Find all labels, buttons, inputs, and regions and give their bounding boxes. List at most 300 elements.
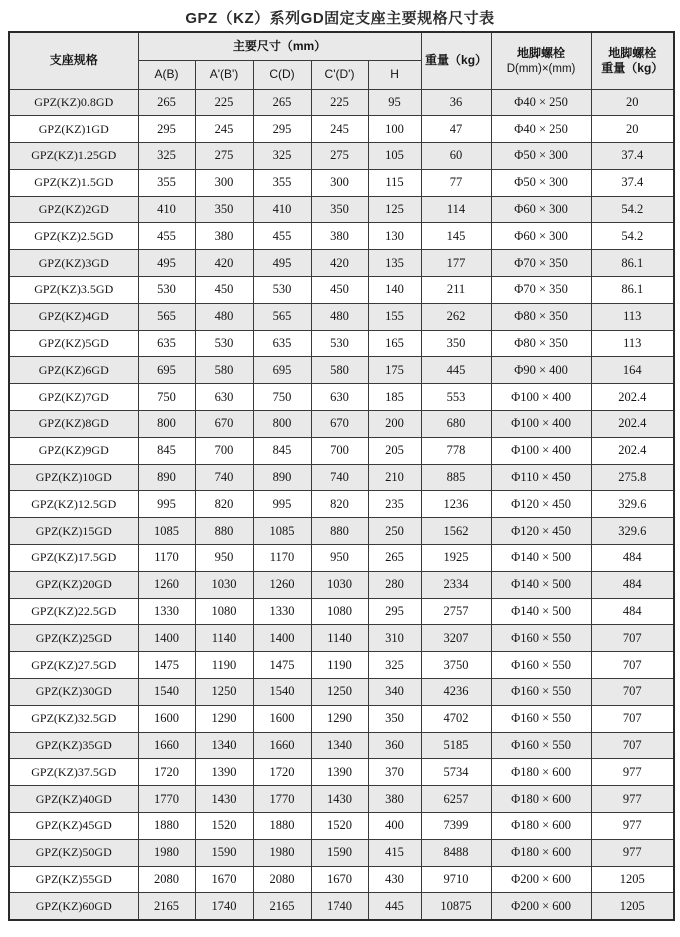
dim-a-cell: 1770 — [138, 786, 195, 813]
dim-c-prime-cell: 480 — [311, 303, 368, 330]
dim-c-cell: 1085 — [253, 518, 311, 545]
weight-cell: 262 — [421, 303, 491, 330]
spec-table — [8, 31, 675, 921]
table-row — [9, 893, 674, 920]
spec-cell: GPZ(KZ)45GD — [9, 813, 138, 840]
dim-c-cell: 1720 — [253, 759, 311, 786]
dim-c-cell: 1475 — [253, 652, 311, 679]
spec-cell: GPZ(KZ)20GD — [9, 571, 138, 598]
dim-a-cell: 750 — [138, 384, 195, 411]
dim-a-prime-cell: 245 — [195, 116, 253, 143]
spec-cell: GPZ(KZ)32.5GD — [9, 705, 138, 732]
dim-a-cell: 2080 — [138, 866, 195, 893]
dim-c-prime-cell: 350 — [311, 196, 368, 223]
dim-h-cell: 400 — [368, 813, 421, 840]
dim-a-cell: 565 — [138, 303, 195, 330]
dim-c-cell: 295 — [253, 116, 311, 143]
weight-cell: 350 — [421, 330, 491, 357]
spec-cell: GPZ(KZ)1.25GD — [9, 143, 138, 170]
table-body — [9, 89, 674, 920]
spec-cell: GPZ(KZ)22.5GD — [9, 598, 138, 625]
spec-cell: GPZ(KZ)17.5GD — [9, 545, 138, 572]
dim-h-cell: 325 — [368, 652, 421, 679]
table-row — [9, 384, 674, 411]
table-row — [9, 169, 674, 196]
dim-a-cell: 1660 — [138, 732, 195, 759]
dim-h-cell: 100 — [368, 116, 421, 143]
spec-cell: GPZ(KZ)12.5GD — [9, 491, 138, 518]
bolt-spec-cell: Φ140 × 500 — [491, 571, 591, 598]
dim-a-prime-cell: 630 — [195, 384, 253, 411]
dim-c-prime-cell: 1290 — [311, 705, 368, 732]
dim-a-cell: 890 — [138, 464, 195, 491]
bolt-weight-cell: 54.2 — [591, 223, 674, 250]
dim-c-prime-cell: 1140 — [311, 625, 368, 652]
bolt-weight-cell: 484 — [591, 545, 674, 572]
dim-h-cell: 415 — [368, 839, 421, 866]
bolt-weight-cell: 707 — [591, 679, 674, 706]
dim-h-cell: 310 — [368, 625, 421, 652]
dim-a-cell: 635 — [138, 330, 195, 357]
bolt-weight-cell: 86.1 — [591, 277, 674, 304]
dim-a-prime-cell: 225 — [195, 89, 253, 116]
dim-c-prime-cell: 580 — [311, 357, 368, 384]
dim-a-prime-cell: 350 — [195, 196, 253, 223]
bolt-header-title: 地脚螺栓 — [517, 45, 566, 60]
weight-cell: 47 — [421, 116, 491, 143]
dim-a-cell: 2165 — [138, 893, 195, 920]
dim-a-cell: 1600 — [138, 705, 195, 732]
dim-c-prime-cell: 1520 — [311, 813, 368, 840]
dim-h-cell: 265 — [368, 545, 421, 572]
weight-cell: 114 — [421, 196, 491, 223]
dim-a-cell: 530 — [138, 277, 195, 304]
table-row — [9, 303, 674, 330]
dim-a-prime-cell: 300 — [195, 169, 253, 196]
dim-c-prime-cell: 275 — [311, 143, 368, 170]
dim-h-cell: 155 — [368, 303, 421, 330]
bolt-spec-cell: Φ50 × 300 — [491, 169, 591, 196]
bolt-spec-cell: Φ60 × 300 — [491, 223, 591, 250]
dim-a-prime-cell: 1250 — [195, 679, 253, 706]
table-row — [9, 143, 674, 170]
dim-c-prime-cell: 225 — [311, 89, 368, 116]
dim-c-cell: 1880 — [253, 813, 311, 840]
dim-c-cell: 890 — [253, 464, 311, 491]
dim-h-cell: 135 — [368, 250, 421, 277]
dim-a-prime-cell: 1340 — [195, 732, 253, 759]
table-row — [9, 839, 674, 866]
weight-cell: 3207 — [421, 625, 491, 652]
bolt-spec-cell: Φ160 × 550 — [491, 679, 591, 706]
dim-a-cell: 265 — [138, 89, 195, 116]
bolt-weight-cell: 977 — [591, 786, 674, 813]
dim-c-cell: 1600 — [253, 705, 311, 732]
bolt-spec-cell: Φ50 × 300 — [491, 143, 591, 170]
spec-cell: GPZ(KZ)55GD — [9, 866, 138, 893]
table-row — [9, 223, 674, 250]
weight-cell: 3750 — [421, 652, 491, 679]
dim-c-cell: 1170 — [253, 545, 311, 572]
bolt-spec-cell: Φ40 × 250 — [491, 116, 591, 143]
table-row — [9, 491, 674, 518]
dim-a-cell: 495 — [138, 250, 195, 277]
spec-cell: GPZ(KZ)4GD — [9, 303, 138, 330]
bolt-weight-cell: 707 — [591, 625, 674, 652]
bolt-spec-cell: Φ40 × 250 — [491, 89, 591, 116]
dim-h-cell: 105 — [368, 143, 421, 170]
dim-c-cell: 1540 — [253, 679, 311, 706]
dim-a-cell: 1475 — [138, 652, 195, 679]
dim-a-prime-cell: 1670 — [195, 866, 253, 893]
table-row — [9, 277, 674, 304]
bolt-header-dims: D(mm)×(mm) — [506, 62, 576, 75]
dim-c-prime-cell: 420 — [311, 250, 368, 277]
dim-a-cell: 1540 — [138, 679, 195, 706]
bolt-spec-cell: Φ180 × 600 — [491, 813, 591, 840]
spec-cell: GPZ(KZ)10GD — [9, 464, 138, 491]
bolt-spec-cell: Φ200 × 600 — [491, 893, 591, 920]
dim-a-prime-cell: 1080 — [195, 598, 253, 625]
bolt-weight-cell: 202.4 — [591, 411, 674, 438]
dim-a-prime-cell: 420 — [195, 250, 253, 277]
dim-h-cell: 445 — [368, 893, 421, 920]
weight-cell: 778 — [421, 437, 491, 464]
dim-a-prime-cell: 480 — [195, 303, 253, 330]
dim-c-prime-cell: 1190 — [311, 652, 368, 679]
dim-c-prime-cell: 1430 — [311, 786, 368, 813]
bolt-weight-cell: 202.4 — [591, 437, 674, 464]
dim-c-prime-cell: 1250 — [311, 679, 368, 706]
dim-a-prime-cell: 1590 — [195, 839, 253, 866]
table-row — [9, 705, 674, 732]
dim-h-cell: 350 — [368, 705, 421, 732]
dim-c-prime-cell: 1590 — [311, 839, 368, 866]
spec-cell: GPZ(KZ)37.5GD — [9, 759, 138, 786]
table-row — [9, 357, 674, 384]
weight-cell: 445 — [421, 357, 491, 384]
dim-a-prime-cell: 880 — [195, 518, 253, 545]
bolt-spec-cell: Φ180 × 600 — [491, 759, 591, 786]
spec-cell: GPZ(KZ)60GD — [9, 893, 138, 920]
bolt-weight-header-title: 地脚螺栓 — [608, 45, 657, 60]
table-row — [9, 196, 674, 223]
dim-c-cell: 635 — [253, 330, 311, 357]
dim-a-prime-cell: 1030 — [195, 571, 253, 598]
col-header-spec: 支座规格 — [9, 32, 138, 89]
dim-c-cell: 455 — [253, 223, 311, 250]
bolt-weight-cell: 1205 — [591, 866, 674, 893]
bolt-weight-cell: 977 — [591, 759, 674, 786]
col-header-dim-c-prime: C'(D') — [311, 60, 368, 89]
dim-c-cell: 410 — [253, 196, 311, 223]
dim-a-cell: 1330 — [138, 598, 195, 625]
dim-a-cell: 355 — [138, 169, 195, 196]
bolt-weight-cell: 484 — [591, 598, 674, 625]
dim-c-cell: 845 — [253, 437, 311, 464]
weight-cell: 177 — [421, 250, 491, 277]
dim-c-prime-cell: 245 — [311, 116, 368, 143]
weight-cell: 60 — [421, 143, 491, 170]
weight-cell: 145 — [421, 223, 491, 250]
bolt-spec-cell: Φ160 × 550 — [491, 705, 591, 732]
bolt-weight-cell: 20 — [591, 89, 674, 116]
dim-a-cell: 1880 — [138, 813, 195, 840]
bolt-weight-cell: 37.4 — [591, 143, 674, 170]
dim-a-prime-cell: 670 — [195, 411, 253, 438]
dim-a-cell: 800 — [138, 411, 195, 438]
bolt-weight-cell: 707 — [591, 732, 674, 759]
dim-c-cell: 750 — [253, 384, 311, 411]
dim-h-cell: 115 — [368, 169, 421, 196]
col-header-dim-a-prime: A'(B') — [195, 60, 253, 89]
dim-c-cell: 1260 — [253, 571, 311, 598]
table-row — [9, 571, 674, 598]
bolt-weight-cell: 707 — [591, 705, 674, 732]
bolt-weight-cell: 113 — [591, 303, 674, 330]
table-row — [9, 518, 674, 545]
bolt-spec-cell: Φ200 × 600 — [491, 866, 591, 893]
dim-a-cell: 1980 — [138, 839, 195, 866]
dim-a-cell: 695 — [138, 357, 195, 384]
weight-cell: 1925 — [421, 545, 491, 572]
bolt-weight-cell: 37.4 — [591, 169, 674, 196]
dim-c-prime-cell: 1340 — [311, 732, 368, 759]
col-header-dim-a: A(B) — [138, 60, 195, 89]
dim-h-cell: 430 — [368, 866, 421, 893]
dim-c-cell: 1980 — [253, 839, 311, 866]
dim-h-cell: 370 — [368, 759, 421, 786]
dim-h-cell: 205 — [368, 437, 421, 464]
weight-cell: 1236 — [421, 491, 491, 518]
dim-c-prime-cell: 1080 — [311, 598, 368, 625]
spec-cell: GPZ(KZ)3GD — [9, 250, 138, 277]
dim-c-prime-cell: 1390 — [311, 759, 368, 786]
spec-cell: GPZ(KZ)35GD — [9, 732, 138, 759]
dim-h-cell: 200 — [368, 411, 421, 438]
dim-h-cell: 295 — [368, 598, 421, 625]
dim-h-cell: 280 — [368, 571, 421, 598]
bolt-spec-cell: Φ110 × 450 — [491, 464, 591, 491]
dim-a-cell: 455 — [138, 223, 195, 250]
weight-cell: 4702 — [421, 705, 491, 732]
bolt-spec-cell: Φ100 × 400 — [491, 411, 591, 438]
dim-a-cell: 995 — [138, 491, 195, 518]
col-header-bolt-weight — [591, 32, 674, 89]
bolt-spec-cell: Φ70 × 350 — [491, 250, 591, 277]
dim-c-prime-cell: 740 — [311, 464, 368, 491]
dim-h-cell: 250 — [368, 518, 421, 545]
bolt-weight-cell: 113 — [591, 330, 674, 357]
dim-a-prime-cell: 380 — [195, 223, 253, 250]
dim-c-prime-cell: 300 — [311, 169, 368, 196]
dim-h-cell: 235 — [368, 491, 421, 518]
dim-c-prime-cell: 1030 — [311, 571, 368, 598]
bolt-weight-cell: 164 — [591, 357, 674, 384]
col-header-dim-c: C(D) — [253, 60, 311, 89]
dim-a-cell: 1170 — [138, 545, 195, 572]
dim-c-cell: 2080 — [253, 866, 311, 893]
dim-a-prime-cell: 1430 — [195, 786, 253, 813]
spec-cell: GPZ(KZ)40GD — [9, 786, 138, 813]
dim-a-cell: 1720 — [138, 759, 195, 786]
dim-c-cell: 995 — [253, 491, 311, 518]
weight-cell: 9710 — [421, 866, 491, 893]
dim-c-prime-cell: 530 — [311, 330, 368, 357]
bolt-weight-cell: 54.2 — [591, 196, 674, 223]
dim-c-cell: 2165 — [253, 893, 311, 920]
dim-c-cell: 565 — [253, 303, 311, 330]
dim-c-cell: 355 — [253, 169, 311, 196]
dim-c-prime-cell: 1740 — [311, 893, 368, 920]
dim-a-cell: 325 — [138, 143, 195, 170]
weight-cell: 6257 — [421, 786, 491, 813]
dim-c-cell: 1330 — [253, 598, 311, 625]
dim-h-cell: 185 — [368, 384, 421, 411]
dim-a-prime-cell: 1740 — [195, 893, 253, 920]
bolt-spec-cell: Φ140 × 500 — [491, 545, 591, 572]
dim-c-cell: 695 — [253, 357, 311, 384]
spec-cell: GPZ(KZ)9GD — [9, 437, 138, 464]
weight-cell: 553 — [421, 384, 491, 411]
weight-cell: 7399 — [421, 813, 491, 840]
weight-cell: 36 — [421, 89, 491, 116]
dim-a-prime-cell: 530 — [195, 330, 253, 357]
dim-a-prime-cell: 1190 — [195, 652, 253, 679]
dim-c-prime-cell: 950 — [311, 545, 368, 572]
dim-h-cell: 380 — [368, 786, 421, 813]
bolt-spec-cell: Φ100 × 400 — [491, 384, 591, 411]
bolt-spec-cell: Φ120 × 450 — [491, 491, 591, 518]
bolt-weight-cell: 977 — [591, 839, 674, 866]
dim-h-cell: 95 — [368, 89, 421, 116]
dim-c-cell: 1400 — [253, 625, 311, 652]
dim-h-cell: 210 — [368, 464, 421, 491]
dim-c-cell: 265 — [253, 89, 311, 116]
bolt-weight-cell: 329.6 — [591, 518, 674, 545]
table-row — [9, 598, 674, 625]
table-row — [9, 250, 674, 277]
spec-cell: GPZ(KZ)3.5GD — [9, 277, 138, 304]
table-header — [9, 32, 674, 89]
dim-a-prime-cell: 1520 — [195, 813, 253, 840]
dim-c-prime-cell: 670 — [311, 411, 368, 438]
table-row — [9, 89, 674, 116]
spec-cell: GPZ(KZ)0.8GD — [9, 89, 138, 116]
table-row — [9, 679, 674, 706]
dim-c-prime-cell: 380 — [311, 223, 368, 250]
dim-h-cell: 140 — [368, 277, 421, 304]
spec-cell: GPZ(KZ)27.5GD — [9, 652, 138, 679]
bolt-spec-cell: Φ60 × 300 — [491, 196, 591, 223]
col-header-main-dims: 主要尺寸（mm） — [138, 32, 421, 60]
header-row-top — [9, 32, 674, 60]
dim-a-prime-cell: 740 — [195, 464, 253, 491]
table-row — [9, 437, 674, 464]
dim-c-cell: 325 — [253, 143, 311, 170]
dim-c-prime-cell: 630 — [311, 384, 368, 411]
bolt-spec-cell: Φ140 × 500 — [491, 598, 591, 625]
dim-a-prime-cell: 450 — [195, 277, 253, 304]
table-row — [9, 545, 674, 572]
spec-cell: GPZ(KZ)6GD — [9, 357, 138, 384]
bolt-weight-header-unit: 重量（kg） — [601, 60, 664, 75]
table-row — [9, 732, 674, 759]
page-title: GPZ（KZ）系列GD固定支座主要规格尺寸表 — [185, 10, 495, 27]
spec-cell: GPZ(KZ)8GD — [9, 411, 138, 438]
dim-a-cell: 1260 — [138, 571, 195, 598]
dim-c-prime-cell: 450 — [311, 277, 368, 304]
bolt-weight-cell: 86.1 — [591, 250, 674, 277]
bolt-weight-cell: 275.8 — [591, 464, 674, 491]
bolt-weight-cell: 329.6 — [591, 491, 674, 518]
dim-a-cell: 1400 — [138, 625, 195, 652]
bolt-weight-cell: 20 — [591, 116, 674, 143]
weight-cell: 5185 — [421, 732, 491, 759]
spec-cell: GPZ(KZ)50GD — [9, 839, 138, 866]
col-header-dim-h: H — [368, 60, 421, 89]
bolt-spec-cell: Φ90 × 400 — [491, 357, 591, 384]
table-row — [9, 411, 674, 438]
table-row — [9, 330, 674, 357]
dim-c-prime-cell: 1670 — [311, 866, 368, 893]
col-header-weight: 重量（kg） — [421, 32, 491, 89]
weight-cell: 10875 — [421, 893, 491, 920]
bolt-weight-cell: 202.4 — [591, 384, 674, 411]
dim-c-cell: 530 — [253, 277, 311, 304]
dim-a-cell: 845 — [138, 437, 195, 464]
bolt-weight-cell: 707 — [591, 652, 674, 679]
bolt-spec-cell: Φ80 × 350 — [491, 330, 591, 357]
spec-cell: GPZ(KZ)2.5GD — [9, 223, 138, 250]
weight-cell: 4236 — [421, 679, 491, 706]
weight-cell: 1562 — [421, 518, 491, 545]
spec-cell: GPZ(KZ)30GD — [9, 679, 138, 706]
dim-a-prime-cell: 820 — [195, 491, 253, 518]
dim-c-cell: 495 — [253, 250, 311, 277]
bolt-spec-cell: Φ120 × 450 — [491, 518, 591, 545]
dim-c-cell: 1770 — [253, 786, 311, 813]
dim-a-prime-cell: 1290 — [195, 705, 253, 732]
table-row — [9, 625, 674, 652]
bolt-weight-cell: 977 — [591, 813, 674, 840]
weight-cell: 8488 — [421, 839, 491, 866]
dim-h-cell: 360 — [368, 732, 421, 759]
weight-cell: 211 — [421, 277, 491, 304]
bolt-spec-cell: Φ160 × 550 — [491, 625, 591, 652]
spec-cell: GPZ(KZ)15GD — [9, 518, 138, 545]
weight-cell: 885 — [421, 464, 491, 491]
bolt-weight-cell: 484 — [591, 571, 674, 598]
bolt-spec-cell: Φ80 × 350 — [491, 303, 591, 330]
dim-h-cell: 175 — [368, 357, 421, 384]
bolt-spec-cell: Φ180 × 600 — [491, 786, 591, 813]
table-row — [9, 652, 674, 679]
weight-cell: 77 — [421, 169, 491, 196]
weight-cell: 2757 — [421, 598, 491, 625]
table-row — [9, 866, 674, 893]
spec-cell: GPZ(KZ)25GD — [9, 625, 138, 652]
dim-c-prime-cell: 700 — [311, 437, 368, 464]
dim-h-cell: 340 — [368, 679, 421, 706]
dim-c-cell: 1660 — [253, 732, 311, 759]
dim-a-prime-cell: 580 — [195, 357, 253, 384]
dim-c-cell: 800 — [253, 411, 311, 438]
dim-a-prime-cell: 275 — [195, 143, 253, 170]
bolt-spec-cell: Φ160 × 550 — [491, 652, 591, 679]
dim-h-cell: 125 — [368, 196, 421, 223]
dim-c-prime-cell: 880 — [311, 518, 368, 545]
